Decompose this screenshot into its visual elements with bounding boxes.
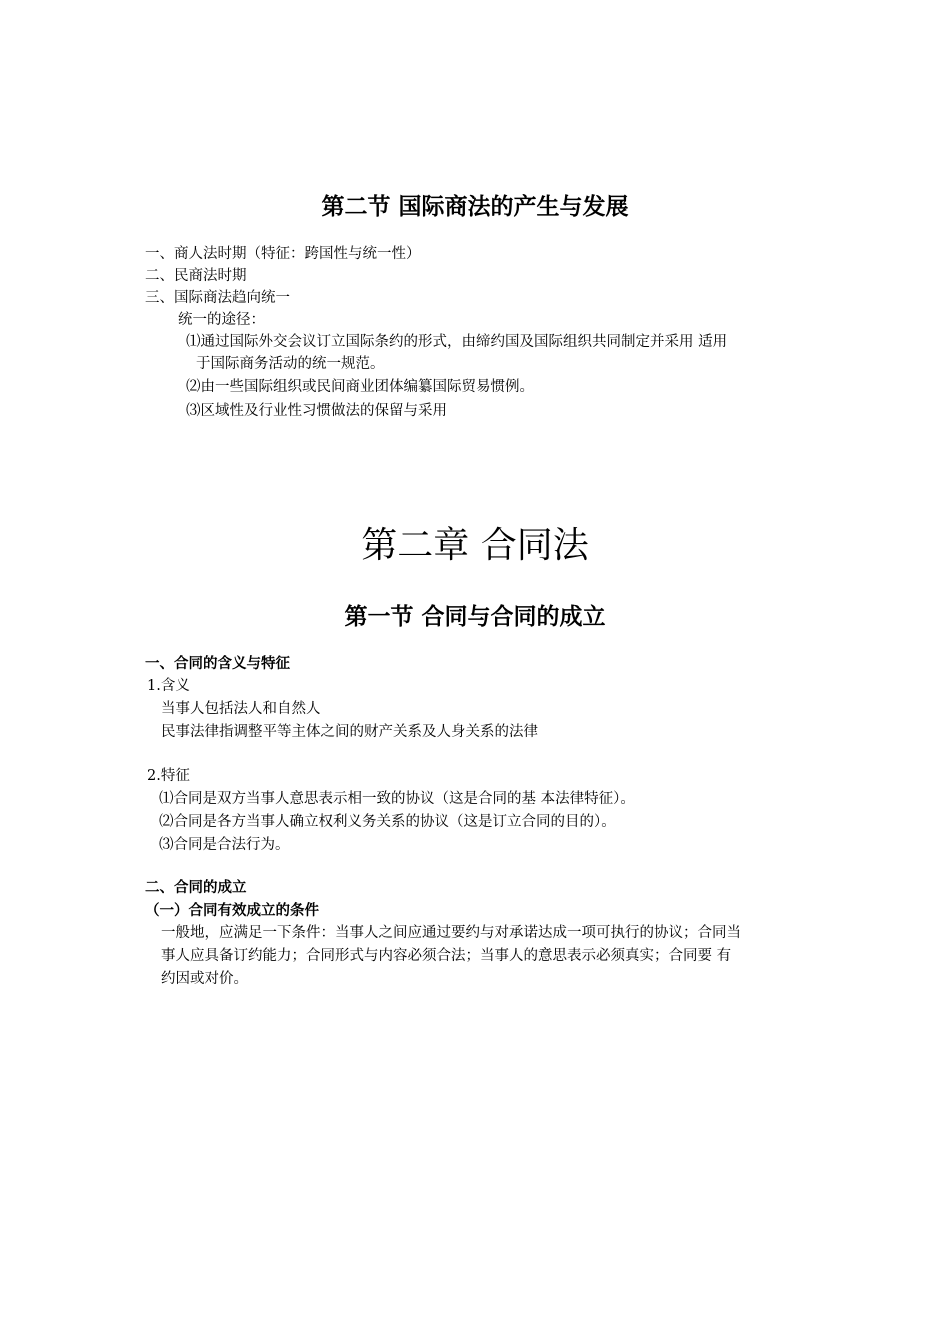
paragraph-line: 民事法律指调整平等主体之间的财产关系及人身关系的法律	[161, 724, 538, 740]
sub-label: 1.含义	[147, 678, 190, 694]
paragraph-line: 当事人包括法人和自然人	[161, 701, 321, 717]
part-heading: 一、合同的含义与特征	[145, 656, 290, 672]
section-title: 第一节 合同与合同的成立	[344, 604, 606, 630]
list-item: ⑴通过国际外交会议订立国际条约的形式，由缔约国及国际组织共同制定并采用 适用	[186, 334, 728, 350]
sub-label: 2.特征	[147, 768, 190, 784]
chapter-title: 第二章 合同法	[361, 525, 589, 566]
list-item: ⑵合同是各方当事人确立权利义务关系的协议（这是订立合同的目的）。	[159, 814, 616, 830]
paragraph-line: 事人应具备订约能力；合同形式与内容必须合法；当事人的意思表示必须真实；合同要 有	[161, 948, 732, 964]
list-item: 一、商人法时期（特征：跨国性与统一性）	[145, 246, 421, 262]
list-item: 二、民商法时期	[145, 268, 247, 284]
paragraph-line: 约因或对价。	[161, 971, 248, 987]
ways-label: 统一的途径：	[178, 312, 265, 328]
list-item-continued: 于国际商务活动的统一规范。	[196, 356, 385, 372]
list-item: ⑴合同是双方当事人意思表示相一致的协议（这是合同的基 本法律特征）。	[159, 791, 635, 807]
list-item: ⑵由一些国际组织或民间商业团体编纂国际贸易惯例。	[186, 379, 534, 395]
list-item: 三、国际商法趋向统一	[145, 290, 290, 306]
sub-heading: （一）合同有效成立的条件	[145, 903, 319, 919]
part-heading: 二、合同的成立	[145, 880, 247, 896]
list-item: ⑶合同是合法行为。	[159, 837, 290, 853]
section-title: 第二节 国际商法的产生与发展	[321, 194, 629, 220]
paragraph-line: 一般地，应满足一下条件：当事人之间应通过要约与对承诺达成一项可执行的协议；合同当	[161, 925, 741, 941]
list-item: ⑶区域性及行业性习惯做法的保留与采用	[186, 403, 447, 419]
